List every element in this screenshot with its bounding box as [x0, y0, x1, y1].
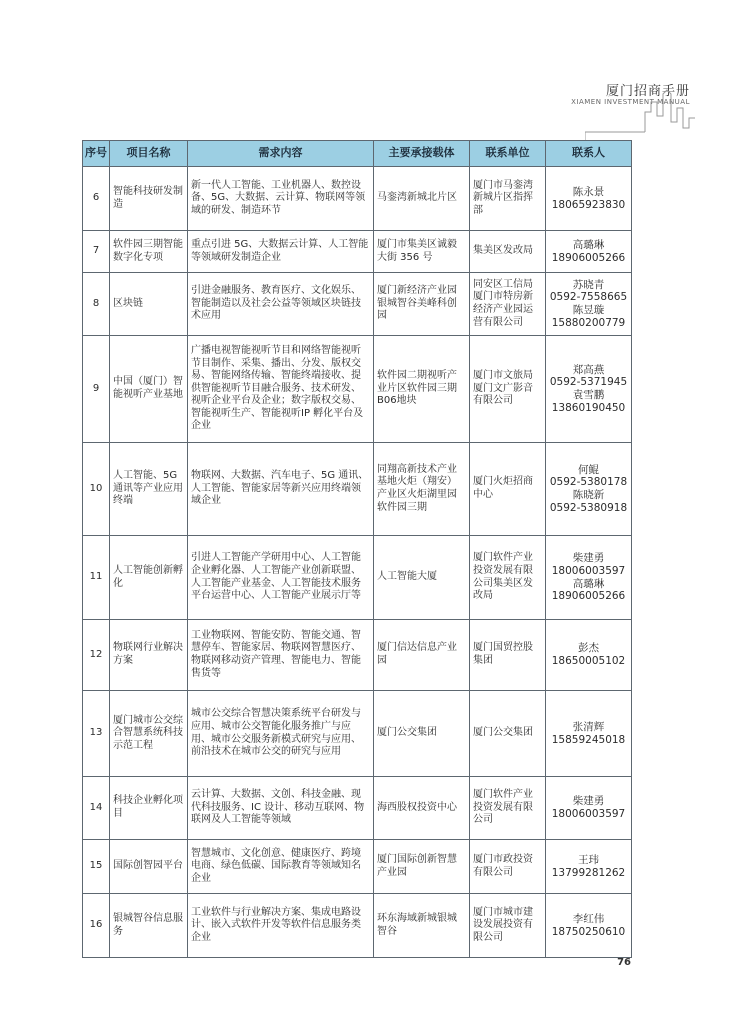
- carrier: 厦门新经济产业园银城智谷美峰科创园: [374, 273, 470, 336]
- table-row: [83, 336, 632, 443]
- table-row: [83, 167, 632, 231]
- table-header-row: [83, 141, 632, 167]
- carrier: 厦门国际创新智慧产业园: [374, 840, 470, 894]
- contact-person: [546, 336, 632, 443]
- table-row: [83, 840, 632, 894]
- contact-line: 0592-7558665: [549, 291, 628, 304]
- demand-content: 云计算、大数据、文创、科技金融、现代科技服务、IC 设计、移动互联网、物联网及人工智能等领域: [188, 777, 374, 840]
- contact-line: 李红伟: [572, 912, 605, 925]
- contact-line: 0592-5380178: [549, 476, 628, 489]
- table-row: [83, 536, 632, 620]
- contact-line: 苏晓青: [572, 278, 605, 291]
- carrier: 厦门公交集团: [374, 691, 470, 777]
- row-index: 11: [83, 536, 110, 620]
- contact-unit: 集美区发改局: [470, 231, 546, 273]
- table-row: [83, 443, 632, 536]
- row-index: 8: [83, 273, 110, 336]
- contact-unit: 厦门公交集团: [470, 691, 546, 777]
- contact-line: 18750250610: [551, 925, 626, 938]
- contact-line: 张清辉: [572, 720, 605, 733]
- contact-line: 何鲲: [578, 463, 599, 476]
- contact-person: [546, 777, 632, 840]
- contact-line: 18006003597: [551, 808, 626, 820]
- project-name: 厦门城市公交综合智慧系统科技示范工程: [110, 691, 188, 777]
- carrier: 环东海域新城银城智谷: [374, 894, 470, 958]
- contact-person: [546, 620, 632, 691]
- table-row: [83, 620, 632, 691]
- demand-content: 工业软件与行业解决方案、集成电路设计、嵌入式软件开发等软件信息服务类企业: [188, 894, 374, 958]
- contact-line: 15859245018: [551, 733, 626, 746]
- contact-line: 陈昱璇: [572, 304, 605, 316]
- manual-subtitle: XIAMEN INVESTMENT MANUAL: [571, 98, 690, 106]
- demand-content: 新一代人工智能、工业机器人、数控设备、5G、大数据、云计算、物联网等领域的研发、制造环节: [188, 167, 374, 231]
- contact-person: [546, 443, 632, 536]
- contact-line: 18065923830: [551, 198, 626, 211]
- contact-unit: 厦门市政投资有限公司: [470, 840, 546, 894]
- column-header-index: 序号: [83, 141, 110, 167]
- column-header-carrier: 主要承接载体: [374, 141, 470, 167]
- row-index: 13: [83, 691, 110, 777]
- demand-content: 引进人工智能产学研用中心、人工智能企业孵化器、人工智能产业创新联盟、人工智能产业基金、人工智能技术服务平台运营中心、人工智能产业展示厅等: [188, 536, 374, 620]
- project-name: 人工智能、5G通讯等产业应用终端: [110, 443, 188, 536]
- contact-unit: 厦门软件产业投资发展有限公司: [470, 777, 546, 840]
- table-row: [83, 231, 632, 273]
- carrier: 同翔高新技术产业基地火炬（翔安）产业区火炬湖里园软件园三期: [374, 443, 470, 536]
- project-name: 区块链: [110, 273, 188, 336]
- row-index: 7: [83, 231, 110, 273]
- contact-line: 13799281262: [551, 866, 626, 879]
- demand-content: 工业物联网、智能安防、智能交通、智慧停车、智能家居、物联网智慧医疗、物联网移动资产管理、智能电力、智能售货等: [188, 620, 374, 691]
- demand-content: 重点引进 5G、大数据云计算、人工智能等领域研发制造企业: [188, 231, 374, 273]
- page-number: 76: [617, 957, 631, 968]
- demand-content: 物联网、大数据、汽车电子、5G 通讯、人工智能、智能家居等新兴应用终端领域企业: [188, 443, 374, 536]
- contact-line: 0592-5371945: [549, 376, 628, 389]
- carrier: 厦门市集美区诚毅大街 356 号: [374, 231, 470, 273]
- contact-unit: 厦门市文旅局厦门文广影音有限公司: [470, 336, 546, 443]
- contact-line: 柴建勇: [572, 552, 605, 565]
- contact-line: 18906005266: [551, 590, 626, 603]
- contact-unit: 厦门软件产业投资发展有限公司集美区发改局: [470, 536, 546, 620]
- project-table: [82, 140, 632, 958]
- project-name: 银城智谷信息服务: [110, 894, 188, 958]
- contact-line: 柴建勇: [572, 795, 605, 808]
- contact-line: 18650005102: [551, 655, 626, 667]
- contact-line: 15880200779: [551, 316, 626, 329]
- project-name: 智能科技研发制造: [110, 167, 188, 231]
- carrier: 马銮湾新城北片区: [374, 167, 470, 231]
- contact-person: [546, 691, 632, 777]
- contact-unit: 厦门火炬招商中心: [470, 443, 546, 536]
- contact-unit: 厦门市城市建设发展投资有限公司: [470, 894, 546, 958]
- contact-person: [546, 894, 632, 958]
- project-name: 中国（厦门）智能视听产业基地: [110, 336, 188, 443]
- table-row: [83, 691, 632, 777]
- project-name: 国际创智园平台: [110, 840, 188, 894]
- demand-content: 引进金融服务、教育医疗、文化娱乐、智能制造以及社会公益等领域区块链技术应用: [188, 273, 374, 336]
- column-header-name: 项目名称: [110, 141, 188, 167]
- manual-title: 厦门招商手册: [605, 84, 690, 99]
- project-name: 软件园三期智能数字化专项: [110, 231, 188, 273]
- demand-content: 智慧城市、文化创意、健康医疗、跨境电商、绿色低碳、国际教育等领域知名企业: [188, 840, 374, 894]
- contact-person: [546, 273, 632, 336]
- contact-line: 陈永景: [572, 185, 605, 198]
- column-header-unit: 联系单位: [470, 141, 546, 167]
- contact-unit: 厦门国贸控股集团: [470, 620, 546, 691]
- carrier: 人工智能大厦: [374, 536, 470, 620]
- contact-line: 高璐琳: [572, 238, 605, 251]
- row-index: 15: [83, 840, 110, 894]
- row-index: 10: [83, 443, 110, 536]
- table-row: [83, 777, 632, 840]
- contact-line: 高璐琳: [572, 577, 605, 590]
- demand-content: 城市公交综合智慧决策系统平台研发与应用、城市公交智能化服务推广与应用、城市公交服务新模式研究与应用、前沿技术在城市公交的研究与应用: [188, 691, 374, 777]
- table-row: [83, 894, 632, 958]
- contact-line: 袁雪鹏: [572, 389, 605, 401]
- row-index: 9: [83, 336, 110, 443]
- carrier: 海西股权投资中心: [374, 777, 470, 840]
- contact-unit: 厦门市马銮湾新城片区指挥部: [470, 167, 546, 231]
- contact-person: [546, 231, 632, 273]
- contact-person: [546, 167, 632, 231]
- column-header-contact: 联系人: [546, 141, 632, 167]
- row-index: 16: [83, 894, 110, 958]
- contact-line: 陈晓新: [572, 489, 605, 501]
- contact-line: 0592-5380918: [549, 501, 628, 514]
- city-skyline-icon: [585, 72, 695, 142]
- contact-unit: 同安区工信局厦门市特房新经济产业园运营有限公司: [470, 273, 546, 336]
- project-name: 科技企业孵化项目: [110, 777, 188, 840]
- row-index: 12: [83, 620, 110, 691]
- contact-line: 彭杰: [578, 642, 599, 655]
- contact-line: 18006003597: [551, 564, 626, 577]
- carrier: 厦门信达信息产业园: [374, 620, 470, 691]
- contact-person: [546, 840, 632, 894]
- row-index: 14: [83, 777, 110, 840]
- carrier: 软件园二期视听产业片区软件园三期 B06地块: [374, 336, 470, 443]
- project-name: 人工智能创新孵化: [110, 536, 188, 620]
- contact-line: 王玮: [578, 853, 599, 866]
- demand-content: 广播电视智能视听节目和网络智能视听节目制作、采集、播出、分发、版权交易、智能网络传输、智能终端接收、提供智能视听节目融合服务、技术研发、视听企业平台及企业；数字版权交易、智能视听生产、智能视听IP 孵化平台及企业: [188, 336, 374, 443]
- contact-line: 13860190450: [551, 401, 626, 414]
- contact-person: [546, 536, 632, 620]
- row-index: 6: [83, 167, 110, 231]
- contact-line: 18906005266: [551, 251, 626, 264]
- project-name: 物联网行业解决方案: [110, 620, 188, 691]
- column-header-content: 需求内容: [188, 141, 374, 167]
- table-row: [83, 273, 632, 336]
- contact-line: 郑高燕: [572, 363, 605, 376]
